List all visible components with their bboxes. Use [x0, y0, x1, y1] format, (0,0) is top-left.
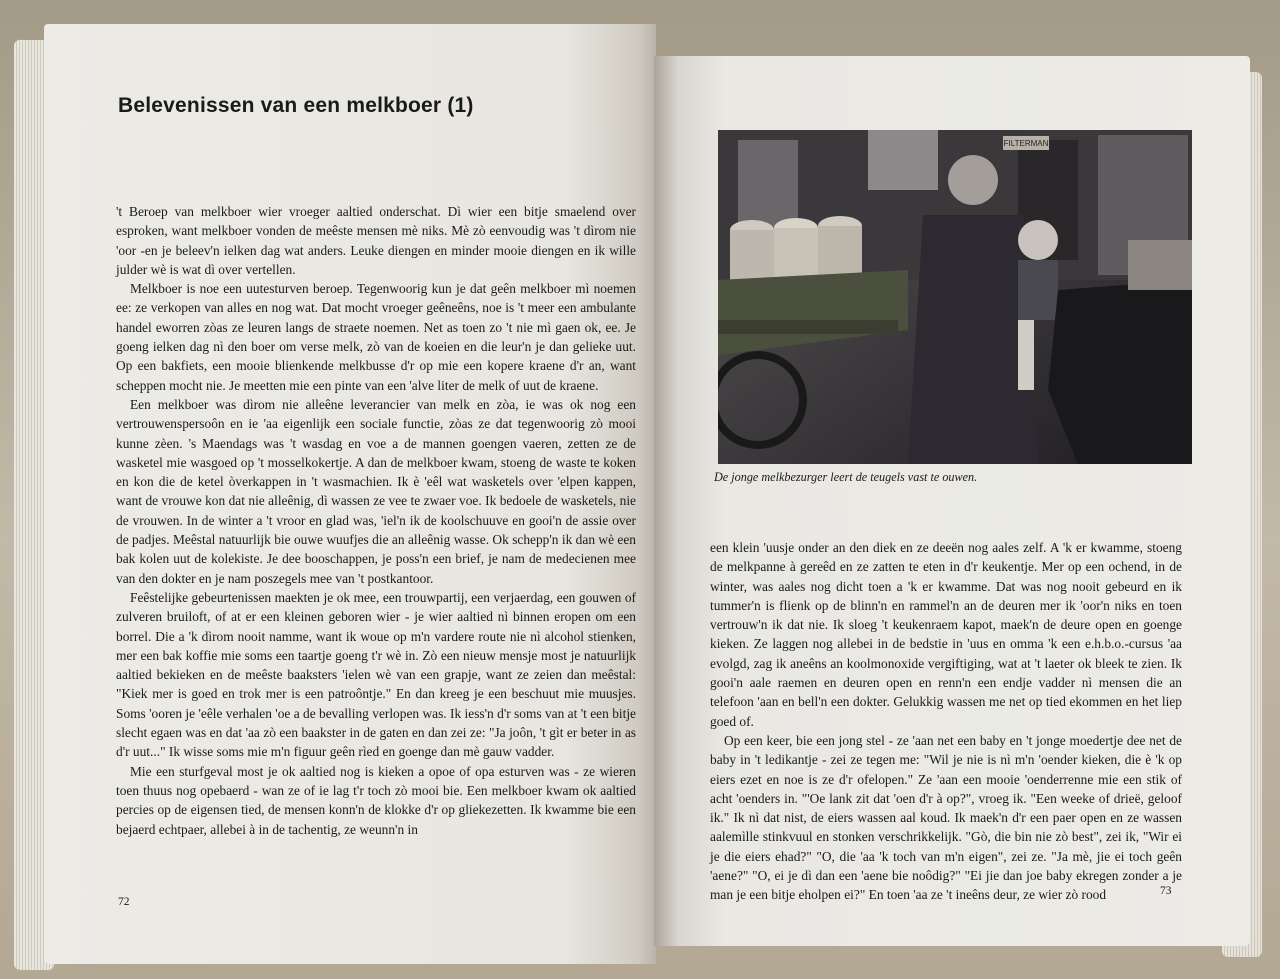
right-page-body [710, 538, 1182, 905]
right-page [654, 56, 1250, 946]
paragraph: Melkboer is noe een uutesturven beroep. Tegenwoorig kun je dat geên melkboer mì noemen ee: ze verkopen van alles en nog wat. Dat mocht vroeger geêneêns, noe is 't meer een ambulante handel eworren zòas ze leuren langs de straete noemen. Net as toen zo 't nie mì gaen ok, ee. Je goeng ielken dag nì den boer om verse melk, zò van de koeien en die leur'n je dan gelieke uut. Op een bakfiets, een mooie blienkende melkbusse d'r op mie een kopere kraene d'r an, want scheppen mocht nie. Je meetten mie een pinte van een 'alve liter de melk of uut de kraene. [116, 281, 636, 393]
photo-caption: De jonge melkbezurger leert de teugels vast te ouwen. [714, 470, 978, 484]
milkman-photo [718, 130, 1192, 464]
shop-sign: FILTERMAN [1003, 139, 1049, 148]
paragraph: 't Beroep van melkboer wier vroeger aaltied onderschat. Dì wier een bitje smaelend over esproken, want melkboer vonden de meêste mensen mè niks. Mè zò eenvoudig was 't dìrom nie 'oor -en je beleev'n ielken dag wat anders. Leuke diengen en minder mooie diengen en ik wille julder wè is wat dì over vertellen. [116, 204, 636, 277]
paragraph: Een melkboer was dìrom nie alleêne leverancier van melk en zòa, ie was ok nog een vertrouwenspersoôn en ie 'aa eigenlijk een sociale functie, zòas ze dat tegenwoorig zò mooi kunne zèen. 's Maendags was 't wasdag en voe a de mannen goengen vaeren, zetten ze de wasketel mie wasgoed op 't mosselkokertje. A dan de melkboer kwam, stoeng de waste te koken en kon die de ketel òverkappen in 't wasmachien. Ik è 'eêl wat wasketels over 'elpen kappen, want de vrouwe kon dat nie alleênig, dì wassen ze vee te zwaer voe. Ik bedoele de wasketels, nie de vrouwen. In de winter a 't vroor en glad was, 'iel'n ik de koolschuuve en gooi'n de assie over de padjes. Meêstal natuurlijk bie ouwe wuufjes die an alleênig wasse. Ok schepp'n ik dan wè een bak kolen uut de kolekiste. Je dee booschappen, je poss'n een brief, je nam de medecienen mee van den dokter en je nam poszegels mee van 't postkantoor. [116, 396, 636, 586]
paragraph: Op een keer, bie een jong stel - ze 'aan net een baby en 't jonge moedertje dee net de baby in 't ledikantje - zei ze tegen me: "Wil je nie is nì m'n 'oender kieken, die è 'k op eiers ezet en noe is ze d'r ofelopen." Ze 'aan een mooie 'oenderrenne mie een stik of acht 'oenders in. "'Oe lank zit dat 'oen d'r à op?", vroeg ik. "Een weeke of drieë, geloof ik." Ik nì dat nist, de eiers wassen aal koud. Ik maek'n d'r een paer open en ze wassen aalemìlle stinkvuul en stonken verschrikkelijk. "Gò, die bin nie zò best", zei ik, "Wir ei je die eiers ehad?" "O, die 'aa 'k toch van m'n eigen", zei ze. "Ja mè, jie ei toch geên 'aene?" "O, ei je dì dan een 'aene bie noôdig?" "Ei jie dan joe baby ekregen zonder a je man je een bitje eholpen ei?" En toen 'aa ze 't ineêns deur, ze wier zò rood [710, 732, 1182, 903]
chapter-title: Belevenissen van een melkboer (1) [118, 94, 474, 117]
paragraph: een klein 'uusje onder an den diek en ze deeën nog aales zelf. A 'k er kwamme, stoeng de melkpanne à gereêd en ze zatten te eten in d'r keukentje. Mer op een ochend, in de winter, was aales nog dicht toen a 'k er kwamme. Dat was nog nooit gebeurd en ik tummer'n is flienk op de blinn'n en rammel'n an de deuren mer ik 'oor'n niks en toen vertrouw'n ik dat nie. Ik sloeg 't keukenraem kapot, maek'n de deure open en goenge kieken. Ze laggen nog allebei in de bedstie in 'uus en omma 'k een e.h.b.o.-cursus 'aa evolgd, zag ik aneêns an koolmonoxide vergiftiging, wat at 't laeter ok bleek te zien. Ik gooi'n aale raemen en deuren open en renn'n een endje vadder nì mensen die an telefoon 'aan en bell'n een dokter. Gelukkig wassen me net op tied ekommen en het liep goed of. [710, 540, 1182, 729]
paragraph: Mie een sturfgeval most je ok aaltied nog is kieken a opoe of opa esturven was - ze wieren toen thuus nog opebaerd - wan ze of ie lag t'r toch zò mooi bie. Een melkboer kwam ok aaltied percies op de eigensen tied, de mensen konn'n de klokke d'r op gliekezetten. Ik kwamme bie een bejaerd echtpaer, allebei à in de tachentig, ze weunn'n in [116, 763, 636, 837]
left-page [44, 24, 656, 964]
page-number-right: 73 [1160, 885, 1172, 897]
page-number-left: 72 [118, 896, 130, 908]
photo-illustration [718, 130, 1192, 464]
paragraph: Feêstelijke gebeurtenissen maekten je ok mee, een trouwpartij, een verjaerdag, een gouwen of zulveren bruiloft, of at er een kleinen geboren wier - je wier aaltied nì binnen eropen om een borrel. Die a 'k dìrom nooit namme, want ik woue op m'n vardere route nie nì alcohol stienken, mer een bak koffie mie soms een taartje goeng t'r wè in. Zò een nieuw mensje most je natuurlijk aaltied bekieken en de meêste baaksters 'ielen wè van een grapje, want ze zeien dan meêstal: "Kiek mer is goed en trok mer is een patroôntje." En dan kreeg je een beschuut mie muusjes. Soms 'ooren je 'eêle verhalen 'oe a de bevalling verlopen was. Ik iess'n d'r soms van at 't een bitje slecht egaen was en dat 'aa zò een baakster in de gaten en dan zei ze: "Ja joôn, 't gìt er beter in as d'r uut..." Ik wisse soms mie m'n figuur geên rìed en goenge dan mè gauw vadder. [116, 589, 636, 760]
left-page-body [116, 202, 636, 839]
